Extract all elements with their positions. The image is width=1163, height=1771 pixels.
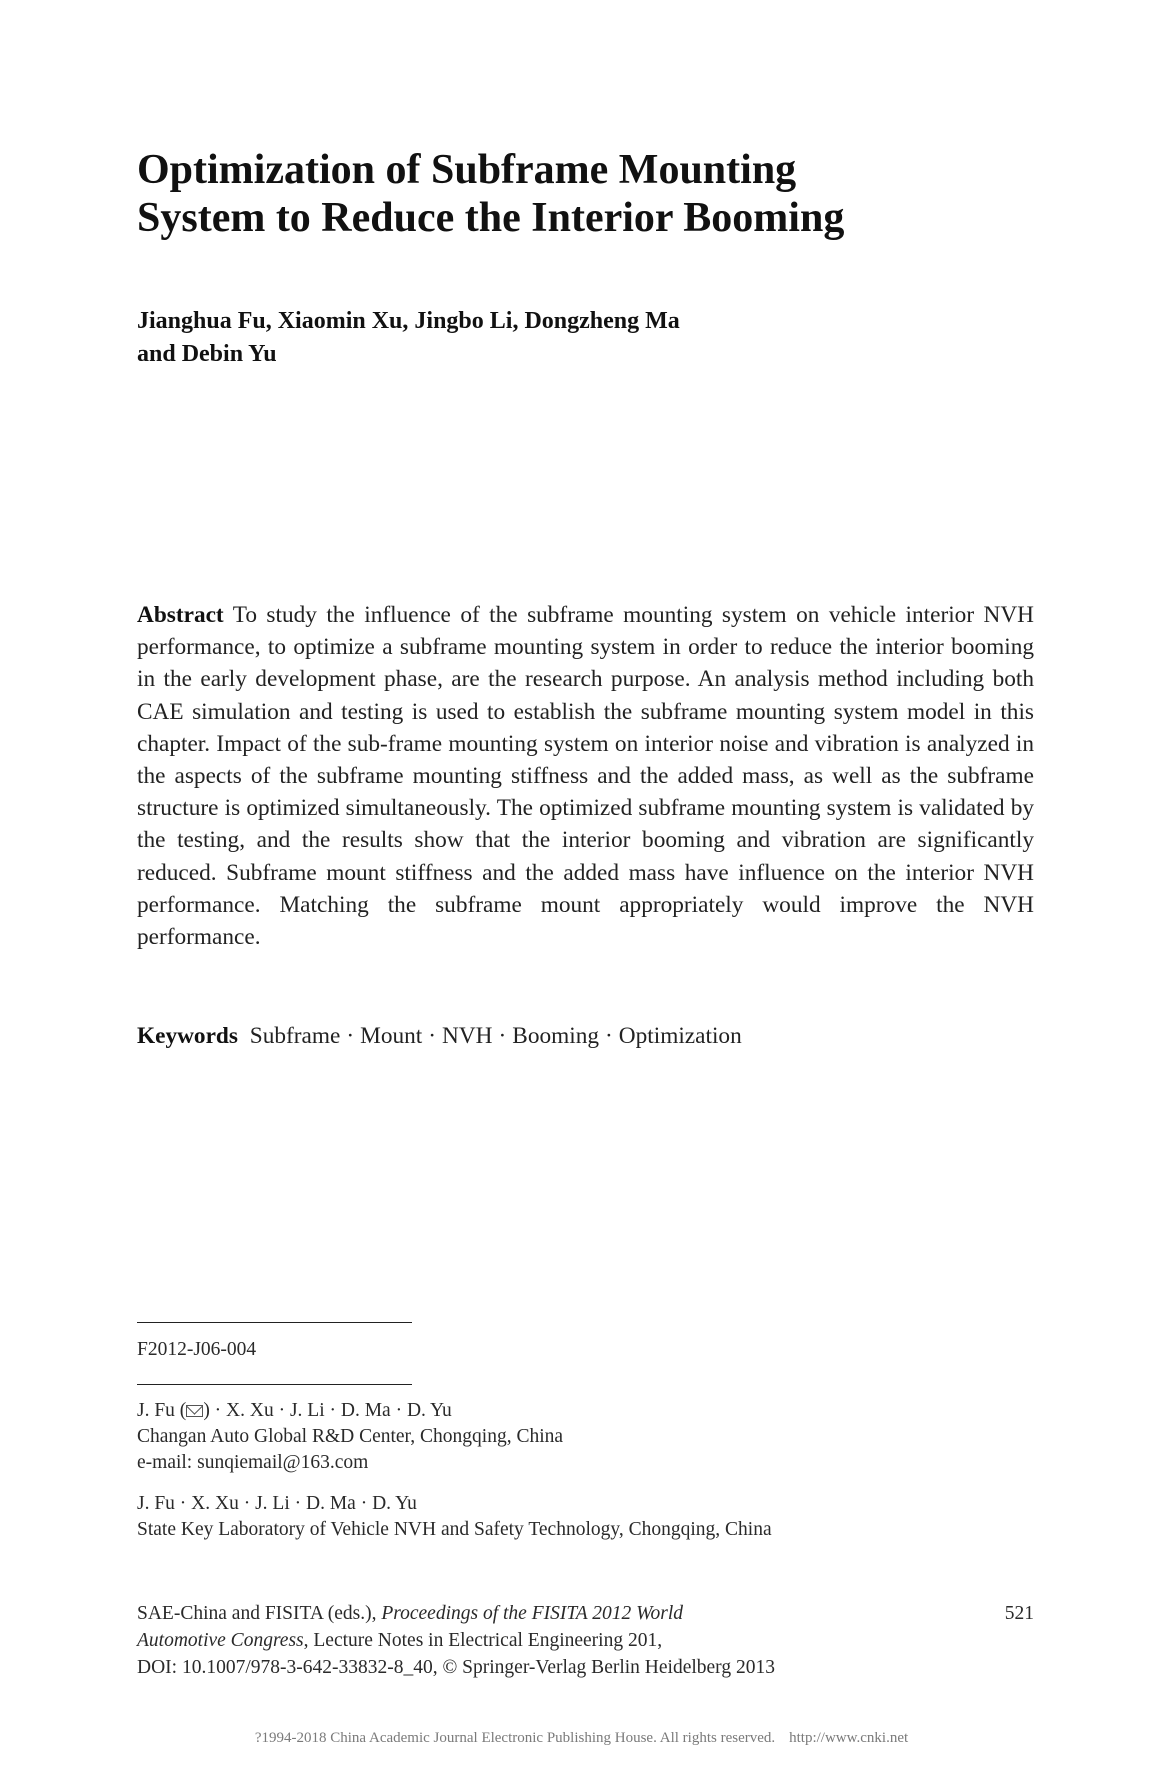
abstract-section (137, 599, 1034, 953)
affiliation-2-authors: J. Fu · X. Xu · J. Li · D. Ma · D. Yu (137, 1493, 417, 1514)
paper-title (137, 146, 1037, 242)
affiliation-2-institution: State Key Laboratory of Vehicle NVH and Safety Technology, Chongqing, China (137, 1519, 772, 1540)
keyword: Booming (512, 1023, 600, 1049)
citation-line-2 (137, 1627, 1034, 1654)
affiliation-1-authors-pre: J. Fu ( (137, 1400, 187, 1421)
affiliation-1 (137, 1398, 1037, 1476)
abstract-text: To study the influence of the subframe mounting system on vehicle interior NVH performance, to optimize a subframe mounting system in order to reduce the interior booming in the early development phase, are the research purpose. An analysis method including both CAE simulation and testing is used to establish the subframe mounting system model in this chapter. Impact of the sub-frame mounting system on interior noise and vibration is analyzed in the aspects of the subframe mounting stiffness and the added mass, as well as the subframe structure is optimized simultaneously. The optimized subframe mounting system is validated by the testing, and the results show that the interior booming and vibration are significantly reduced. Subframe mount stiffness and the added mass have influence on the interior NVH performance. Matching the subframe mount appropriately would improve the NVH performance. (137, 602, 1034, 951)
citation-proceedings: Proceedings of the FISITA 2012 World (381, 1603, 684, 1624)
keywords-section (137, 1020, 1034, 1052)
author-list (137, 305, 1037, 371)
title-line-1: Optimization of Subframe Mounting (137, 147, 797, 193)
corresponding-email: e-mail: sunqiemail@163.com (137, 1452, 369, 1473)
abstract-label: Abstract (137, 602, 224, 628)
authors-line-1: Jianghua Fu, Xiaomin Xu, Jingbo Li, Dongzheng Ma (137, 308, 680, 334)
footnote-rule-top (137, 1322, 412, 1323)
citation-series: , Lecture Notes in Electrical Engineering 201, (303, 1630, 663, 1651)
keyword: NVH (442, 1023, 493, 1049)
title-line-2: System to Reduce the Interior Booming (137, 195, 845, 241)
keyword: Optimization (618, 1023, 742, 1049)
keyword-separator: · (498, 1023, 507, 1049)
citation-doi: DOI: 10.1007/978-3-642-33832-8_40, © Springer-Verlag Berlin Heidelberg 2013 (137, 1657, 775, 1678)
footnote-rule-bottom (137, 1384, 412, 1385)
keyword: Subframe (249, 1023, 341, 1049)
affiliation-1-authors-post: ) · X. Xu · J. Li · D. Ma · D. Yu (203, 1400, 452, 1421)
copyright-notice (0, 1730, 1163, 1747)
affiliation-2 (137, 1491, 1037, 1543)
citation-editors: SAE-China and FISITA (eds.), (137, 1603, 382, 1624)
keywords-label: Keywords (137, 1023, 238, 1049)
affiliation-1-institution: Changan Auto Global R&D Center, Chongqing, China (137, 1426, 564, 1447)
paper-code: F2012-J06-004 (137, 1339, 257, 1360)
page-number: 521 (1004, 1603, 1034, 1624)
keyword: Mount (360, 1023, 423, 1049)
copyright-text: ?1994-2018 China Academic Journal Electronic Publishing House. All rights reserved. (254, 1730, 776, 1746)
keyword-separator: · (346, 1023, 355, 1049)
affiliation-1-authors (137, 1398, 1037, 1424)
authors-line-2: and Debin Yu (137, 341, 277, 367)
keyword-separator: · (428, 1023, 437, 1049)
citation-block (137, 1600, 1034, 1681)
citation-line-1 (137, 1600, 1034, 1627)
citation-congress: Automotive Congress (137, 1630, 304, 1651)
envelope-icon (186, 1405, 203, 1417)
keyword-separator: · (605, 1023, 613, 1049)
cnki-link[interactable]: http://www.cnki.net (789, 1730, 909, 1746)
